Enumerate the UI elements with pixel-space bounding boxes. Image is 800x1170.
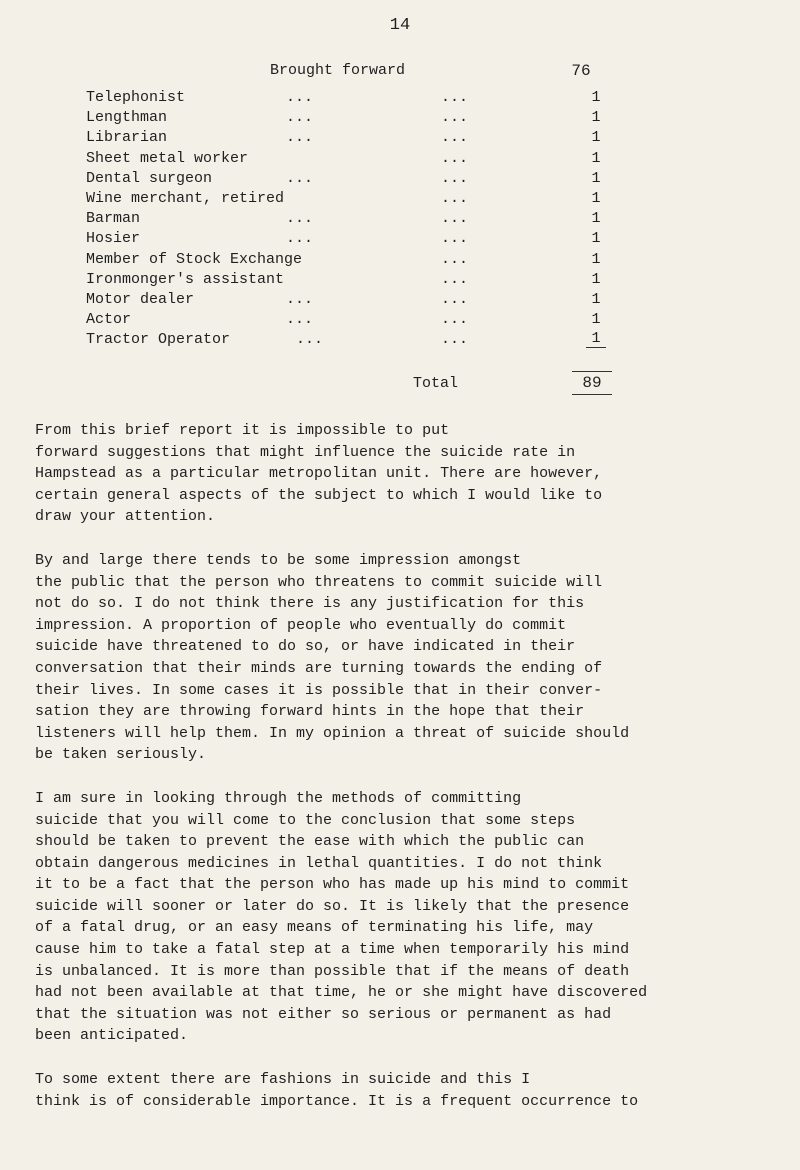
occupation-count: 1 bbox=[591, 109, 601, 127]
occupation-count: 1 bbox=[591, 129, 601, 147]
paragraph: I am sure in looking through the methods of committing suicide that you will come to the conclusion that some steps should be taken to prevent the ease with which the public can obtain dangerous medicines in lethal quantities. I do not think it to be a fact that the person who has made up his mind to commit suicide will sooner or later do so. It is likely that the presence of a fatal drug, or an easy means of terminating his life, may cause him to take a fatal step at a time when temporarily his mind is unbalanced. It is more than possible that if the means of death had not been available at that time, he or she might have discovered that the situation was not either so serious or permanent as had been anticipated. bbox=[35, 789, 648, 1045]
occupation-table bbox=[86, 88, 626, 350]
occupation-count: 1 bbox=[591, 230, 601, 248]
leader-dots: ... bbox=[441, 290, 469, 308]
leader-dots: ... bbox=[441, 331, 469, 349]
occupation-label: Telephonist bbox=[86, 89, 186, 106]
occupation-label: Barman bbox=[86, 210, 141, 228]
leader-dots: ... bbox=[286, 89, 314, 106]
table-row bbox=[86, 189, 626, 209]
leader-dots: ... bbox=[296, 331, 324, 349]
leader-dots: ... bbox=[441, 129, 469, 147]
occupation-count: 1 bbox=[591, 250, 601, 268]
table-row bbox=[86, 290, 626, 310]
table-row bbox=[86, 250, 626, 270]
leader-dots: ... bbox=[441, 169, 469, 187]
body-text bbox=[35, 420, 775, 1134]
occupation-label: Member of Stock Exchange bbox=[86, 250, 303, 268]
occupation-label: Motor dealer bbox=[86, 290, 195, 308]
table-row bbox=[86, 209, 626, 229]
occupation-label: Dental surgeon bbox=[86, 169, 213, 187]
leader-dots: ... bbox=[441, 149, 469, 167]
leader-dots: ... bbox=[441, 250, 469, 268]
total-label: Total bbox=[413, 375, 459, 392]
occupation-label: Tractor Operator bbox=[86, 331, 231, 349]
occupation-label: Lengthman bbox=[86, 109, 168, 127]
leader-dots: ... bbox=[286, 210, 314, 228]
leader-dots: ... bbox=[441, 270, 469, 288]
occupation-label: Actor bbox=[86, 311, 132, 329]
table-row bbox=[86, 149, 626, 169]
leader-dots: ... bbox=[286, 129, 314, 147]
table-row bbox=[86, 229, 626, 249]
occupation-count: 1 bbox=[591, 270, 601, 288]
brought-forward-label: Brought forward bbox=[270, 62, 406, 79]
occupation-count: 1 bbox=[591, 210, 601, 228]
table-row bbox=[86, 128, 626, 148]
occupation-label: Wine merchant, retired bbox=[86, 189, 285, 207]
leader-dots: ... bbox=[286, 230, 314, 248]
table-row bbox=[86, 310, 626, 330]
occupation-count: 1 bbox=[591, 149, 601, 167]
table-row bbox=[86, 169, 626, 189]
occupation-label: Librarian bbox=[86, 129, 168, 147]
leader-dots: ... bbox=[441, 109, 469, 127]
leader-dots: ... bbox=[286, 290, 314, 308]
occupation-count: 1 bbox=[586, 330, 606, 348]
occupation-label: Ironmonger's assistant bbox=[86, 270, 285, 288]
table-row bbox=[86, 88, 626, 108]
occupation-count: 1 bbox=[591, 311, 601, 329]
paragraph: From this brief report it is impossible to put forward suggestions that might influence the suicide rate in Hampstead as a particular metropolitan unit. There are however, certain general aspects of the subject to which I would like to draw your attention. bbox=[35, 422, 603, 526]
occupation-count: 1 bbox=[591, 169, 601, 187]
leader-dots: ... bbox=[286, 169, 314, 187]
total-row bbox=[0, 371, 800, 401]
brought-forward-value: 76 bbox=[571, 62, 591, 80]
table-row bbox=[86, 270, 626, 290]
table-row bbox=[86, 330, 626, 350]
leader-dots: ... bbox=[441, 210, 469, 228]
paragraph: By and large there tends to be some impression amongst the public that the person who threatens to commit suicide will not do so. I do not think there is any justification for this impression. A proportion of people who eventually do commit suicide have threatened to do so, or have indicated in their conversation that their minds are turning towards the ending of their lives. In some cases it is possible that in their conver- sation they are throwing forward hints in the hope that their listeners will help them. In my opinion a threat of suicide should be taken seriously. bbox=[35, 551, 630, 764]
occupation-label: Sheet metal worker bbox=[86, 149, 249, 167]
leader-dots: ... bbox=[441, 311, 469, 329]
page-number: 14 bbox=[389, 16, 411, 35]
total-value: 89 bbox=[572, 371, 612, 395]
leader-dots: ... bbox=[286, 109, 314, 127]
leader-dots: ... bbox=[441, 89, 469, 106]
occupation-count: 1 bbox=[591, 290, 601, 308]
occupation-label: Hosier bbox=[86, 230, 141, 248]
leader-dots: ... bbox=[441, 189, 469, 207]
occupation-count: 1 bbox=[591, 89, 601, 106]
leader-dots: ... bbox=[441, 230, 469, 248]
paragraph: To some extent there are fashions in suicide and this I think is of considerable importance. It is a frequent occurrence to bbox=[35, 1071, 639, 1110]
table-row bbox=[86, 108, 626, 128]
occupation-count: 1 bbox=[591, 189, 601, 207]
leader-dots: ... bbox=[286, 311, 314, 329]
